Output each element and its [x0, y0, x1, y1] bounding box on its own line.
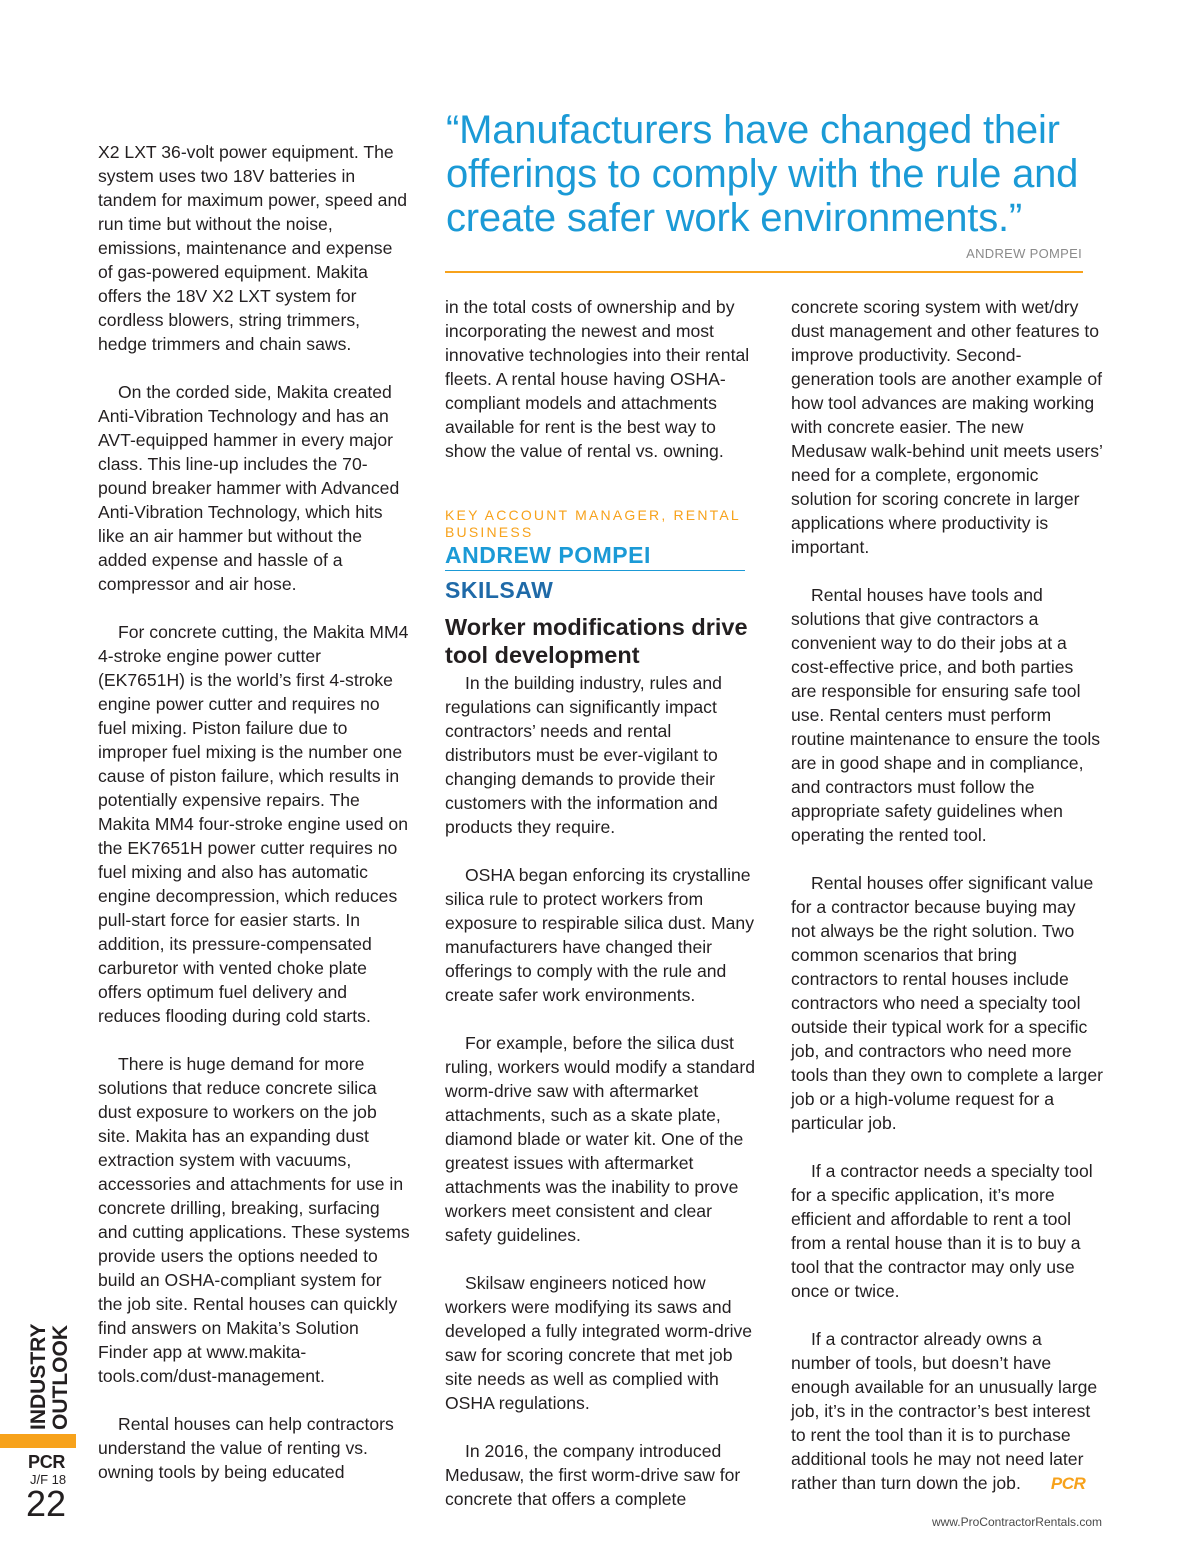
section-label — [28, 1318, 76, 1430]
section-label-line2: OUTLOOK — [49, 1325, 72, 1430]
magazine-logo: PCR — [28, 1452, 66, 1472]
column3-paragraph: Rental houses have tools and solutions that give contractors a convenient way to do their jobs at a cost-effective price, and both parties are responsible for ensuring safe tool use. Rental centers must perform routine maintenance to ensure the tools are in good shape and in compliance, and contractors must follow the appropriate safety guidelines when operating the rented tool. — [791, 585, 1101, 845]
footer-url: www.ProContractorRentals.com — [931, 1515, 1102, 1529]
article-column-2 — [445, 295, 757, 1511]
pull-quote-divider — [445, 271, 1083, 273]
column2-paragraph: In 2016, the company introduced Medusaw, the first worm-drive saw for concrete that offers a complete — [445, 1441, 741, 1509]
end-mark-logo: PCR — [1050, 1474, 1086, 1493]
author-company: SKILSAW — [445, 577, 554, 603]
article-column-1 — [98, 140, 410, 1484]
pull-quote-attribution: ANDREW POMPEI — [966, 246, 1082, 261]
column2-paragraph: OSHA began enforcing its crystalline silica rule to protect workers from exposure to respirable silica dust. Many manufacturers have changed their offerings to comply with the rule and create safer work environments. — [445, 865, 755, 1005]
column2-paragraph: In the building industry, rules and regulations can significantly impact contractors’ needs and rental distributors must be ever-vigilant to changing demands to provide their customers with the information and products they require. — [445, 673, 722, 837]
column2-paragraph: Skilsaw engineers noticed how workers were modifying its saws and developed a fully integrated worm-drive saw for scoring concrete that met job site needs as well as complied with OSHA regulations. — [445, 1273, 753, 1413]
issue-label: J/F 18 — [30, 1472, 67, 1487]
column2-body — [445, 671, 757, 1511]
column3-paragraph: concrete scoring system with wet/dry dust management and other features to improve productivity. Second-generation tools are another example of how tool advances are making working with concrete easier. The new Medusaw walk-behind unit meets users’ need for a complete, ergonomic solution for scoring concrete in larger applications where productivity is important. — [791, 297, 1103, 557]
column2-paragraph: For example, before the silica dust ruling, workers would modify a standard worm-drive saw with aftermarket attachments, such as a skate plate, diamond blade or water kit. One of the greatest issues with aftermarket attachments was the inability to prove workers meet consistent and clear safety guidelines. — [445, 1033, 755, 1245]
column1-paragraph: There is huge demand for more solutions that reduce concrete silica dust exposure to workers on the job site. Makita has an expanding dust extraction system with vacuums, accessories and attachments for use in concrete drilling, breaking, surfacing and cutting applications. These systems provide users the options needed to build an OSHA-compliant system for the job site. Rental houses can quickly find answers on Makita’s Solution Finder app at www.makita-tools.com/dust-management. — [98, 1054, 410, 1386]
column3-paragraph: Rental houses offer significant value for a contractor because buying may not always be the right solution. Two common scenarios that bring contractors to rental houses include contractors who need a specialty tool outside their typical work for a specific job, and contractors who need more tools than they own to complete a larger job or a high-volume request for a particular job. — [791, 873, 1103, 1133]
author-role: KEY ACCOUNT MANAGER, RENTAL BUSINESS — [445, 507, 741, 540]
author-name: ANDREW POMPEI — [445, 541, 745, 571]
column3-last-paragraph — [791, 1327, 1103, 1496]
page-number: 22 — [26, 1483, 67, 1524]
column1-paragraph: Rental houses can help contractors understand the value of renting vs. owning tools by being educated — [98, 1414, 394, 1482]
column1-paragraph: On the corded side, Makita created Anti-Vibration Technology and has an AVT-equipped hammer in every major class. This line-up includes the 70-pound breaker hammer with Advanced Anti-Vibration Technology, which hits like an air hammer but without the added expense and hassle of a compressor and air hose. — [98, 382, 400, 594]
column3-paragraph: If a contractor needs a specialty tool for a specific application, it’s more efficient and affordable to rent a tool from a rental house than it is to buy a tool that the contractor may only use once or twice. — [791, 1161, 1093, 1301]
pull-quote: “Manufacturers have changed their offerings to comply with the rule and create safer work environments.” — [446, 108, 1079, 240]
column3-last-paragraph-text: If a contractor already owns a number of tools, but doesn’t have enough available for an unusually large job, it’s in the contractor’s best interest to rent the tool than it is to purchase additional tools he may not need later rather than turn down the job. — [791, 1329, 1098, 1493]
column1-paragraph: X2 LXT 36-volt power equipment. The system uses two 18V batteries in tandem for maximum power, speed and run time but without the noise, emissions, maintenance and expense of gas-powered equipment. Makita offers the 18V X2 LXT system for cordless blowers, string trimmers, hedge trimmers and chain saws. — [98, 142, 408, 354]
section-accent-bar — [0, 1434, 76, 1448]
article-column-3 — [791, 295, 1103, 1496]
author-byline — [445, 507, 757, 669]
column2-intro: in the total costs of ownership and by incorporating the newest and most innovative technologies into their rental fleets. A rental house having OSHA-compliant models and attachments available for rent is the best way to show the value of rental vs. owning. — [445, 297, 750, 461]
section-headline: Worker modifications drive tool development — [445, 614, 748, 668]
section-label-line1: INDUSTRY — [27, 1323, 50, 1430]
column1-paragraph: For concrete cutting, the Makita MM4 4-stroke engine power cutter (EK7651H) is the world’s first 4-stroke engine power cutter and requires no fuel mixing. Piston failure due to improper fuel mixing is the number one cause of piston failure, which results in potentially expensive repairs. The Makita MM4 four-stroke engine used on the EK7651H power cutter requires no fuel mixing and also has automatic engine decompression, which reduces pull-start force for easier starts. In addition, its pressure-compensated carburetor with vented choke plate offers optimum fuel delivery and reduces flooding during cold starts. — [98, 622, 409, 1026]
